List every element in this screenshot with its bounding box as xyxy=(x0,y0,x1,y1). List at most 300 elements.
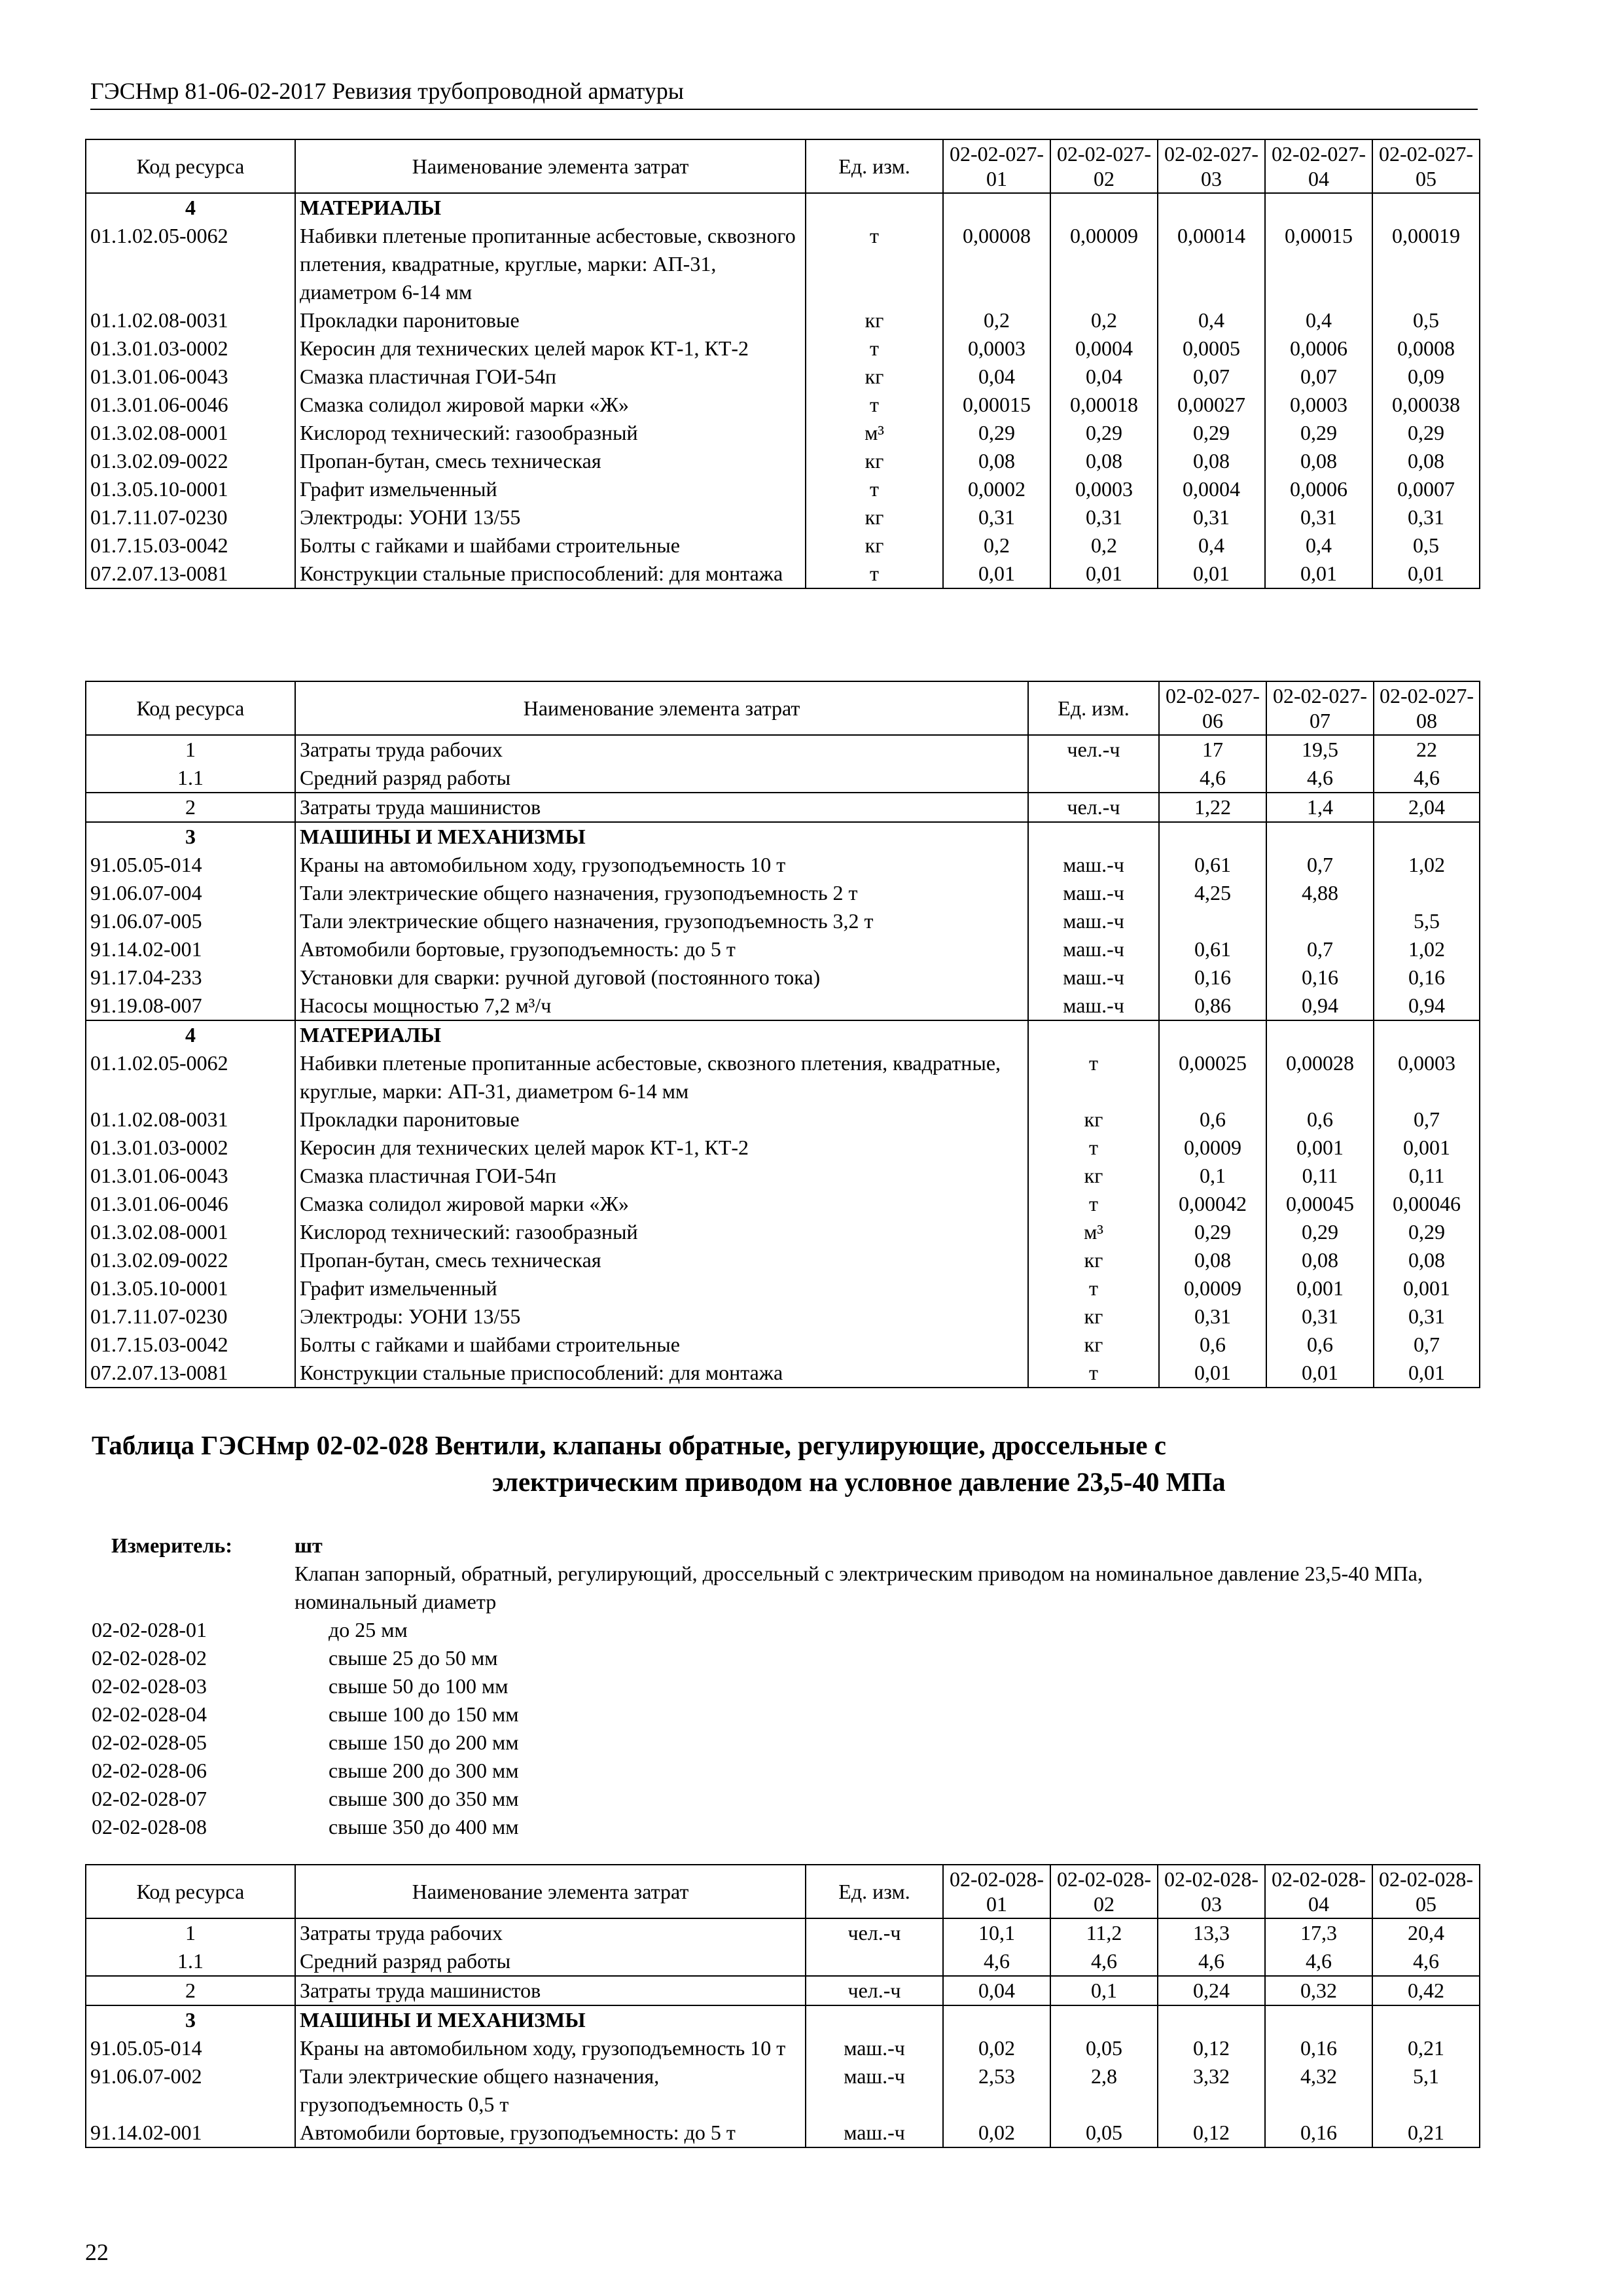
resource-unit: чел.-ч xyxy=(1028,735,1159,764)
resource-name: Набивки плетеные пропитанные асбестовые, сквозного плетения, квадратные, круглые, марки: АП-31, диаметром 6-14 мм xyxy=(295,222,806,306)
resource-code: 01.3.01.06-0043 xyxy=(86,363,295,391)
resource-name: Установки для сварки: ручной дуговой (постоянного тока) xyxy=(295,963,1028,992)
resource-value: 19,5 xyxy=(1266,735,1374,764)
resource-value: 4,88 xyxy=(1266,879,1374,907)
resource-unit: чел.-ч xyxy=(806,1918,943,1947)
resource-unit: чел.-ч xyxy=(806,1976,943,2005)
meter-item xyxy=(92,1813,681,1841)
col-price-header: 02-02-028-04 xyxy=(1265,1865,1372,1918)
section-number: 4 xyxy=(86,193,295,222)
table-header-row xyxy=(86,681,1480,735)
resource-value: 0,05 xyxy=(1050,2034,1158,2062)
table-header-row xyxy=(86,1865,1480,1918)
col-price-header: 02-02-027-01 xyxy=(943,139,1050,193)
table-row xyxy=(86,1218,1480,1246)
resource-unit: т xyxy=(1028,1274,1159,1302)
meter-item-text: свыше 100 до 150 мм xyxy=(329,1702,519,1726)
empty-cell xyxy=(806,2005,943,2034)
resource-value: 0,32 xyxy=(1265,1976,1372,2005)
resource-value: 0,29 xyxy=(1372,419,1480,447)
resource-name: Краны на автомобильном ходу, грузоподъемность 10 т xyxy=(295,2034,806,2062)
meter-item xyxy=(92,1672,681,1700)
meter-item-text: свыше 200 до 300 мм xyxy=(329,1759,519,1782)
resource-name: Насосы мощностью 7,2 м³/ч xyxy=(295,992,1028,1020)
resource-value: 0,08 xyxy=(1265,447,1372,475)
resource-code: 07.2.07.13-0081 xyxy=(86,1359,295,1388)
col-name-header: Наименование элемента затрат xyxy=(295,681,1028,735)
empty-cell xyxy=(943,2005,1050,2034)
resource-value: 0,21 xyxy=(1372,2034,1480,2062)
table-row xyxy=(86,503,1480,531)
table-row xyxy=(86,1976,1480,2005)
resource-name: Электроды: УОНИ 13/55 xyxy=(295,503,806,531)
resource-value: 0,0003 xyxy=(1265,391,1372,419)
resource-value: 0,00015 xyxy=(943,391,1050,419)
resource-value: 0,07 xyxy=(1265,363,1372,391)
resource-unit: кг xyxy=(1028,1105,1159,1134)
resource-name: Прокладки паронитовые xyxy=(295,1105,1028,1134)
resource-name: Керосин для технических целей марок КТ-1, КТ-2 xyxy=(295,1134,1028,1162)
table-row xyxy=(86,306,1480,334)
col-price-header: 02-02-027-04 xyxy=(1265,139,1372,193)
resource-value: 0,09 xyxy=(1372,363,1480,391)
table-row xyxy=(86,935,1480,963)
resource-value: 0,08 xyxy=(943,447,1050,475)
resource-value: 0,2 xyxy=(943,531,1050,560)
resource-code: 01.1.02.08-0031 xyxy=(86,1105,295,1134)
resource-value: 0,01 xyxy=(1050,560,1158,588)
meter-item xyxy=(92,1785,681,1813)
resource-code: 01.3.05.10-0001 xyxy=(86,1274,295,1302)
resource-value: 5,5 xyxy=(1374,907,1480,935)
resource-code: 91.05.05-014 xyxy=(86,2034,295,2062)
meter-item-text: свыше 50 до 100 мм xyxy=(329,1674,508,1698)
meter-description: Клапан запорный, обратный, регулирующий, дроссельный с электрическим приводом на номинальное давление 23,5-40 МПа, номинальный диаметр xyxy=(294,1562,1423,1613)
resource-unit: чел.-ч xyxy=(1028,793,1159,822)
resource-value: 0,4 xyxy=(1265,306,1372,334)
resource-value: 13,3 xyxy=(1158,1918,1265,1947)
resource-value: 0,00028 xyxy=(1266,1049,1374,1105)
col-price-header: 02-02-028-03 xyxy=(1158,1865,1265,1918)
resource-value: 0,29 xyxy=(1265,419,1372,447)
resource-unit: т xyxy=(1028,1134,1159,1162)
section-row xyxy=(86,1020,1480,1049)
resource-name: Смазка солидол жировой марки «Ж» xyxy=(295,391,806,419)
resource-code: 01.1.02.05-0062 xyxy=(86,222,295,306)
col-name-header: Наименование элемента затрат xyxy=(295,139,806,193)
resource-unit: т xyxy=(806,560,943,588)
resource-value: 3,32 xyxy=(1158,2062,1265,2119)
resource-unit: маш.-ч xyxy=(806,2119,943,2147)
resource-value: 17,3 xyxy=(1265,1918,1372,1947)
resource-code: 91.06.07-002 xyxy=(86,2062,295,2119)
resource-value: 0,1 xyxy=(1159,1162,1266,1190)
resource-value: 0,0003 xyxy=(1374,1049,1480,1105)
meter-unit: шт xyxy=(294,1534,323,1557)
resource-value: 0,29 xyxy=(1158,419,1265,447)
resource-value: 0,29 xyxy=(1374,1218,1480,1246)
resource-value: 0,00045 xyxy=(1266,1190,1374,1218)
resource-name: Кислород технический: газообразный xyxy=(295,1218,1028,1246)
col-name-header: Наименование элемента затрат xyxy=(295,1865,806,1918)
resource-value: 0,001 xyxy=(1374,1274,1480,1302)
table-row xyxy=(86,334,1480,363)
resource-name: Смазка солидол жировой марки «Ж» xyxy=(295,1190,1028,1218)
resource-value: 0,00025 xyxy=(1159,1049,1266,1105)
resource-name: Прокладки паронитовые xyxy=(295,306,806,334)
col-unit-header: Ед. изм. xyxy=(806,1865,943,1918)
table-row xyxy=(86,391,1480,419)
table-row xyxy=(86,963,1480,992)
resource-value: 0,01 xyxy=(943,560,1050,588)
resource-unit: кг xyxy=(806,306,943,334)
resource-code: 01.3.05.10-0001 xyxy=(86,475,295,503)
section-number: 3 xyxy=(86,822,295,851)
table-row xyxy=(86,1359,1480,1388)
table-row xyxy=(86,2034,1480,2062)
resource-value: 0,12 xyxy=(1158,2034,1265,2062)
section-title-line1: Таблица ГЭСНмр 02-02-028 Вентили, клапаны обратные, регулирующие, дроссельные с xyxy=(92,1430,1166,1460)
resource-unit: маш.-ч xyxy=(1028,907,1159,935)
table-row xyxy=(86,1302,1480,1331)
resource-value: 22 xyxy=(1374,735,1480,764)
resource-unit: кг xyxy=(806,531,943,560)
resource-value: 0,4 xyxy=(1265,531,1372,560)
resource-value: 0,05 xyxy=(1050,2119,1158,2147)
resource-value: 0,01 xyxy=(1159,1359,1266,1388)
table-row xyxy=(86,1049,1480,1105)
resource-name: Тали электрические общего назначения, грузоподъемность 2 т xyxy=(295,879,1028,907)
resource-code: 91.17.04-233 xyxy=(86,963,295,992)
resource-value: 0,00009 xyxy=(1050,222,1158,306)
resource-value: 0,1 xyxy=(1050,1976,1158,2005)
resource-unit: т xyxy=(1028,1049,1159,1105)
table-row xyxy=(86,363,1480,391)
resource-name: Пропан-бутан, смесь техническая xyxy=(295,447,806,475)
resource-code: 01.3.01.06-0046 xyxy=(86,391,295,419)
resource-value: 4,32 xyxy=(1265,2062,1372,2119)
empty-cell xyxy=(1374,1020,1480,1049)
resource-value: 0,16 xyxy=(1159,963,1266,992)
table-row xyxy=(86,793,1480,822)
resource-value: 0,7 xyxy=(1266,935,1374,963)
resource-value: 0,16 xyxy=(1374,963,1480,992)
col-price-header: 02-02-027-07 xyxy=(1266,681,1374,735)
resource-name: Конструкции стальные приспособлений: для монтажа xyxy=(295,1359,1028,1388)
resource-value: 0,29 xyxy=(1050,419,1158,447)
resource-code: 91.06.07-005 xyxy=(86,907,295,935)
resource-code: 1 xyxy=(86,735,295,764)
resource-name: Затраты труда машинистов xyxy=(295,793,1028,822)
empty-cell xyxy=(1266,822,1374,851)
resource-value: 0,001 xyxy=(1374,1134,1480,1162)
resource-value: 0,0009 xyxy=(1159,1274,1266,1302)
meter-item-code: 02-02-028-01 xyxy=(92,1618,207,1641)
meter-item-text: свыше 300 до 350 мм xyxy=(329,1787,519,1810)
resource-value: 0,6 xyxy=(1266,1331,1374,1359)
meter-item-code: 02-02-028-04 xyxy=(92,1702,207,1726)
page-header: ГЭСНмр 81-06-02-2017 Ревизия трубопроводной арматуры xyxy=(90,77,1478,110)
resource-value: 4,6 xyxy=(1266,764,1374,793)
resource-code: 01.3.02.08-0001 xyxy=(86,419,295,447)
table-row xyxy=(86,764,1480,793)
resource-value: 0,0006 xyxy=(1265,334,1372,363)
resource-name: Затраты труда рабочих xyxy=(295,1918,806,1947)
resource-code: 91.14.02-001 xyxy=(86,935,295,963)
resource-value: 0,08 xyxy=(1372,447,1480,475)
resource-unit: маш.-ч xyxy=(1028,963,1159,992)
resource-value: 4,6 xyxy=(943,1947,1050,1976)
section-number: 4 xyxy=(86,1020,295,1049)
resource-name: Пропан-бутан, смесь техническая xyxy=(295,1246,1028,1274)
resource-unit xyxy=(806,1947,943,1976)
resource-value: 0,2 xyxy=(1050,306,1158,334)
resource-value: 0,2 xyxy=(1050,531,1158,560)
resource-name: Средний разряд работы xyxy=(295,1947,806,1976)
resource-value: 4,6 xyxy=(1158,1947,1265,1976)
col-price-header: 02-02-028-02 xyxy=(1050,1865,1158,1918)
resource-unit: кг xyxy=(1028,1246,1159,1274)
resource-unit: т xyxy=(806,222,943,306)
resource-value: 4,6 xyxy=(1265,1947,1372,1976)
meter-item-code: 02-02-028-06 xyxy=(92,1759,207,1782)
resource-value: 0,0007 xyxy=(1372,475,1480,503)
resource-value: 1,02 xyxy=(1374,935,1480,963)
resource-unit: кг xyxy=(1028,1331,1159,1359)
resource-unit: кг xyxy=(1028,1162,1159,1190)
resource-name: Болты с гайками и шайбами строительные xyxy=(295,1331,1028,1359)
meter-label: Измеритель: xyxy=(111,1534,232,1557)
resource-value: 0,24 xyxy=(1158,1976,1265,2005)
section-number: 3 xyxy=(86,2005,295,2034)
col-unit-header: Ед. изм. xyxy=(1028,681,1159,735)
resource-code: 1.1 xyxy=(86,1947,295,1976)
table-row xyxy=(86,2062,1480,2119)
resource-unit: маш.-ч xyxy=(1028,992,1159,1020)
resource-code: 91.06.07-004 xyxy=(86,879,295,907)
resource-value: 0,001 xyxy=(1266,1134,1374,1162)
resource-code: 1 xyxy=(86,1918,295,1947)
resource-value: 0,86 xyxy=(1159,992,1266,1020)
resource-value: 0,001 xyxy=(1266,1274,1374,1302)
empty-cell xyxy=(1028,1020,1159,1049)
table-header-row xyxy=(86,139,1480,193)
resource-value: 0,11 xyxy=(1266,1162,1374,1190)
resource-value: 0,0003 xyxy=(943,334,1050,363)
col-code-header: Код ресурса xyxy=(86,681,295,735)
resource-unit: т xyxy=(806,334,943,363)
resource-unit: кг xyxy=(1028,1302,1159,1331)
resource-code: 01.1.02.05-0062 xyxy=(86,1049,295,1105)
resource-value: 0,6 xyxy=(1159,1105,1266,1134)
resource-value xyxy=(1374,879,1480,907)
resource-value: 0,00015 xyxy=(1265,222,1372,306)
resource-value: 0,7 xyxy=(1374,1105,1480,1134)
resource-value: 0,02 xyxy=(943,2119,1050,2147)
resource-value xyxy=(1266,907,1374,935)
meter-item-code: 02-02-028-08 xyxy=(92,1815,207,1839)
resource-value: 0,0008 xyxy=(1372,334,1480,363)
resource-name: Краны на автомобильном ходу, грузоподъемность 10 т xyxy=(295,851,1028,879)
resource-code: 01.7.15.03-0042 xyxy=(86,1331,295,1359)
resource-value xyxy=(1159,907,1266,935)
resource-value: 0,0003 xyxy=(1050,475,1158,503)
resource-value: 2,8 xyxy=(1050,2062,1158,2119)
col-price-header: 02-02-027-06 xyxy=(1159,681,1266,735)
meter-item xyxy=(92,1644,681,1672)
resource-value: 0,0006 xyxy=(1265,475,1372,503)
table-row xyxy=(86,531,1480,560)
meter-item-text: свыше 25 до 50 мм xyxy=(329,1646,498,1670)
resource-code: 91.05.05-014 xyxy=(86,851,295,879)
section-title: МАТЕРИАЛЫ xyxy=(295,1020,1028,1049)
resource-value: 0,31 xyxy=(1050,503,1158,531)
col-price-header: 02-02-027-03 xyxy=(1158,139,1265,193)
resources-table-027-01-05 xyxy=(85,139,1480,589)
resource-value: 0,00008 xyxy=(943,222,1050,306)
meter-item-text: свыше 150 до 200 мм xyxy=(329,1731,519,1754)
table-row xyxy=(86,1134,1480,1162)
empty-cell xyxy=(1159,822,1266,851)
resource-value: 0,29 xyxy=(943,419,1050,447)
empty-cell xyxy=(1158,2005,1265,2034)
table-row xyxy=(86,222,1480,306)
resource-value: 0,00038 xyxy=(1372,391,1480,419)
resource-code: 01.3.01.06-0046 xyxy=(86,1190,295,1218)
page-number: 22 xyxy=(85,2239,109,2265)
resource-value: 0,31 xyxy=(1265,503,1372,531)
resource-value: 4,25 xyxy=(1159,879,1266,907)
resource-value: 0,11 xyxy=(1374,1162,1480,1190)
resource-name: Керосин для технических целей марок КТ-1, КТ-2 xyxy=(295,334,806,363)
meter-item-code: 02-02-028-02 xyxy=(92,1646,207,1670)
resource-value: 0,29 xyxy=(1159,1218,1266,1246)
empty-cell xyxy=(1159,1020,1266,1049)
resource-value: 0,31 xyxy=(1266,1302,1374,1331)
resource-name: Набивки плетеные пропитанные асбестовые, сквозного плетения, квадратные, круглые, марки: АП-31, диаметром 6-14 мм xyxy=(295,1049,1028,1105)
resource-code: 01.3.02.08-0001 xyxy=(86,1218,295,1246)
resource-value: 0,01 xyxy=(1372,560,1480,588)
resource-name: Графит измельченный xyxy=(295,475,806,503)
resource-value: 0,0004 xyxy=(1050,334,1158,363)
resource-value: 0,00027 xyxy=(1158,391,1265,419)
table-row xyxy=(86,735,1480,764)
resource-unit: т xyxy=(806,391,943,419)
resource-code: 2 xyxy=(86,1976,295,2005)
resource-value: 0,04 xyxy=(943,1976,1050,2005)
resource-name: Средний разряд работы xyxy=(295,764,1028,793)
resource-unit: маш.-ч xyxy=(1028,879,1159,907)
table-row xyxy=(86,475,1480,503)
resource-value: 0,6 xyxy=(1159,1331,1266,1359)
resource-value: 0,61 xyxy=(1159,935,1266,963)
col-price-header: 02-02-027-05 xyxy=(1372,139,1480,193)
resource-value: 20,4 xyxy=(1372,1918,1480,1947)
col-price-header: 02-02-028-05 xyxy=(1372,1865,1480,1918)
resource-value: 1,4 xyxy=(1266,793,1374,822)
resource-unit: кг xyxy=(806,363,943,391)
resource-name: Электроды: УОНИ 13/55 xyxy=(295,1302,1028,1331)
resource-value: 1,02 xyxy=(1374,851,1480,879)
table-row xyxy=(86,851,1480,879)
resource-value: 0,94 xyxy=(1374,992,1480,1020)
resource-code: 01.3.01.03-0002 xyxy=(86,334,295,363)
resource-value: 0,08 xyxy=(1050,447,1158,475)
resource-name: Кислород технический: газообразный xyxy=(295,419,806,447)
resource-name: Затраты труда машинистов xyxy=(295,1976,806,2005)
resource-value: 4,6 xyxy=(1050,1947,1158,1976)
resource-value: 0,0002 xyxy=(943,475,1050,503)
table-row xyxy=(86,1947,1480,1976)
resource-value: 0,12 xyxy=(1158,2119,1265,2147)
section-row xyxy=(86,193,1480,222)
col-price-header: 02-02-028-01 xyxy=(943,1865,1050,1918)
meter-item xyxy=(92,1729,681,1757)
resource-name: Смазка пластичная ГОИ-54п xyxy=(295,1162,1028,1190)
resource-code: 2 xyxy=(86,793,295,822)
resource-value: 0,21 xyxy=(1372,2119,1480,2147)
resource-value: 4,6 xyxy=(1159,764,1266,793)
resource-unit: т xyxy=(1028,1190,1159,1218)
resource-unit: кг xyxy=(806,503,943,531)
resource-code: 01.3.02.09-0022 xyxy=(86,447,295,475)
resource-value: 0,31 xyxy=(1374,1302,1480,1331)
resource-value: 0,01 xyxy=(1266,1359,1374,1388)
table-row xyxy=(86,1918,1480,1947)
col-code-header: Код ресурса xyxy=(86,1865,295,1918)
col-price-header: 02-02-027-08 xyxy=(1374,681,1480,735)
resource-unit: кг xyxy=(806,447,943,475)
table-row xyxy=(86,419,1480,447)
table-row xyxy=(86,1190,1480,1218)
resource-code: 1.1 xyxy=(86,764,295,793)
col-code-header: Код ресурса xyxy=(86,139,295,193)
col-unit-header: Ед. изм. xyxy=(806,139,943,193)
resource-value: 0,01 xyxy=(1265,560,1372,588)
empty-cell xyxy=(1374,822,1480,851)
resource-name: Конструкции стальные приспособлений: для монтажа xyxy=(295,560,806,588)
resource-name: Смазка пластичная ГОИ-54п xyxy=(295,363,806,391)
resource-value: 0,00014 xyxy=(1158,222,1265,306)
resource-value: 0,16 xyxy=(1265,2034,1372,2062)
table-row xyxy=(86,1105,1480,1134)
table-row xyxy=(86,879,1480,907)
resource-name: Тали электрические общего назначения, грузоподъемность 3,2 т xyxy=(295,907,1028,935)
resource-value: 0,04 xyxy=(1050,363,1158,391)
table-row xyxy=(86,907,1480,935)
resource-name: Графит измельченный xyxy=(295,1274,1028,1302)
resource-value: 0,4 xyxy=(1158,306,1265,334)
resource-value: 0,7 xyxy=(1266,851,1374,879)
empty-cell xyxy=(1050,2005,1158,2034)
resource-value: 17 xyxy=(1159,735,1266,764)
resource-name: Затраты труда рабочих xyxy=(295,735,1028,764)
table-row xyxy=(86,992,1480,1020)
resource-value: 1,22 xyxy=(1159,793,1266,822)
empty-cell xyxy=(1265,2005,1372,2034)
resource-code: 01.3.01.06-0043 xyxy=(86,1162,295,1190)
resource-value: 0,0004 xyxy=(1158,475,1265,503)
resource-value: 0,31 xyxy=(1372,503,1480,531)
resource-value: 0,16 xyxy=(1265,2119,1372,2147)
resource-value: 0,4 xyxy=(1158,531,1265,560)
resource-value: 0,08 xyxy=(1266,1246,1374,1274)
meter-item xyxy=(92,1616,681,1644)
resource-value: 0,00019 xyxy=(1372,222,1480,306)
meter-item-text: до 25 мм xyxy=(329,1618,408,1641)
resource-unit: т xyxy=(1028,1359,1159,1388)
empty-cell xyxy=(1372,2005,1480,2034)
